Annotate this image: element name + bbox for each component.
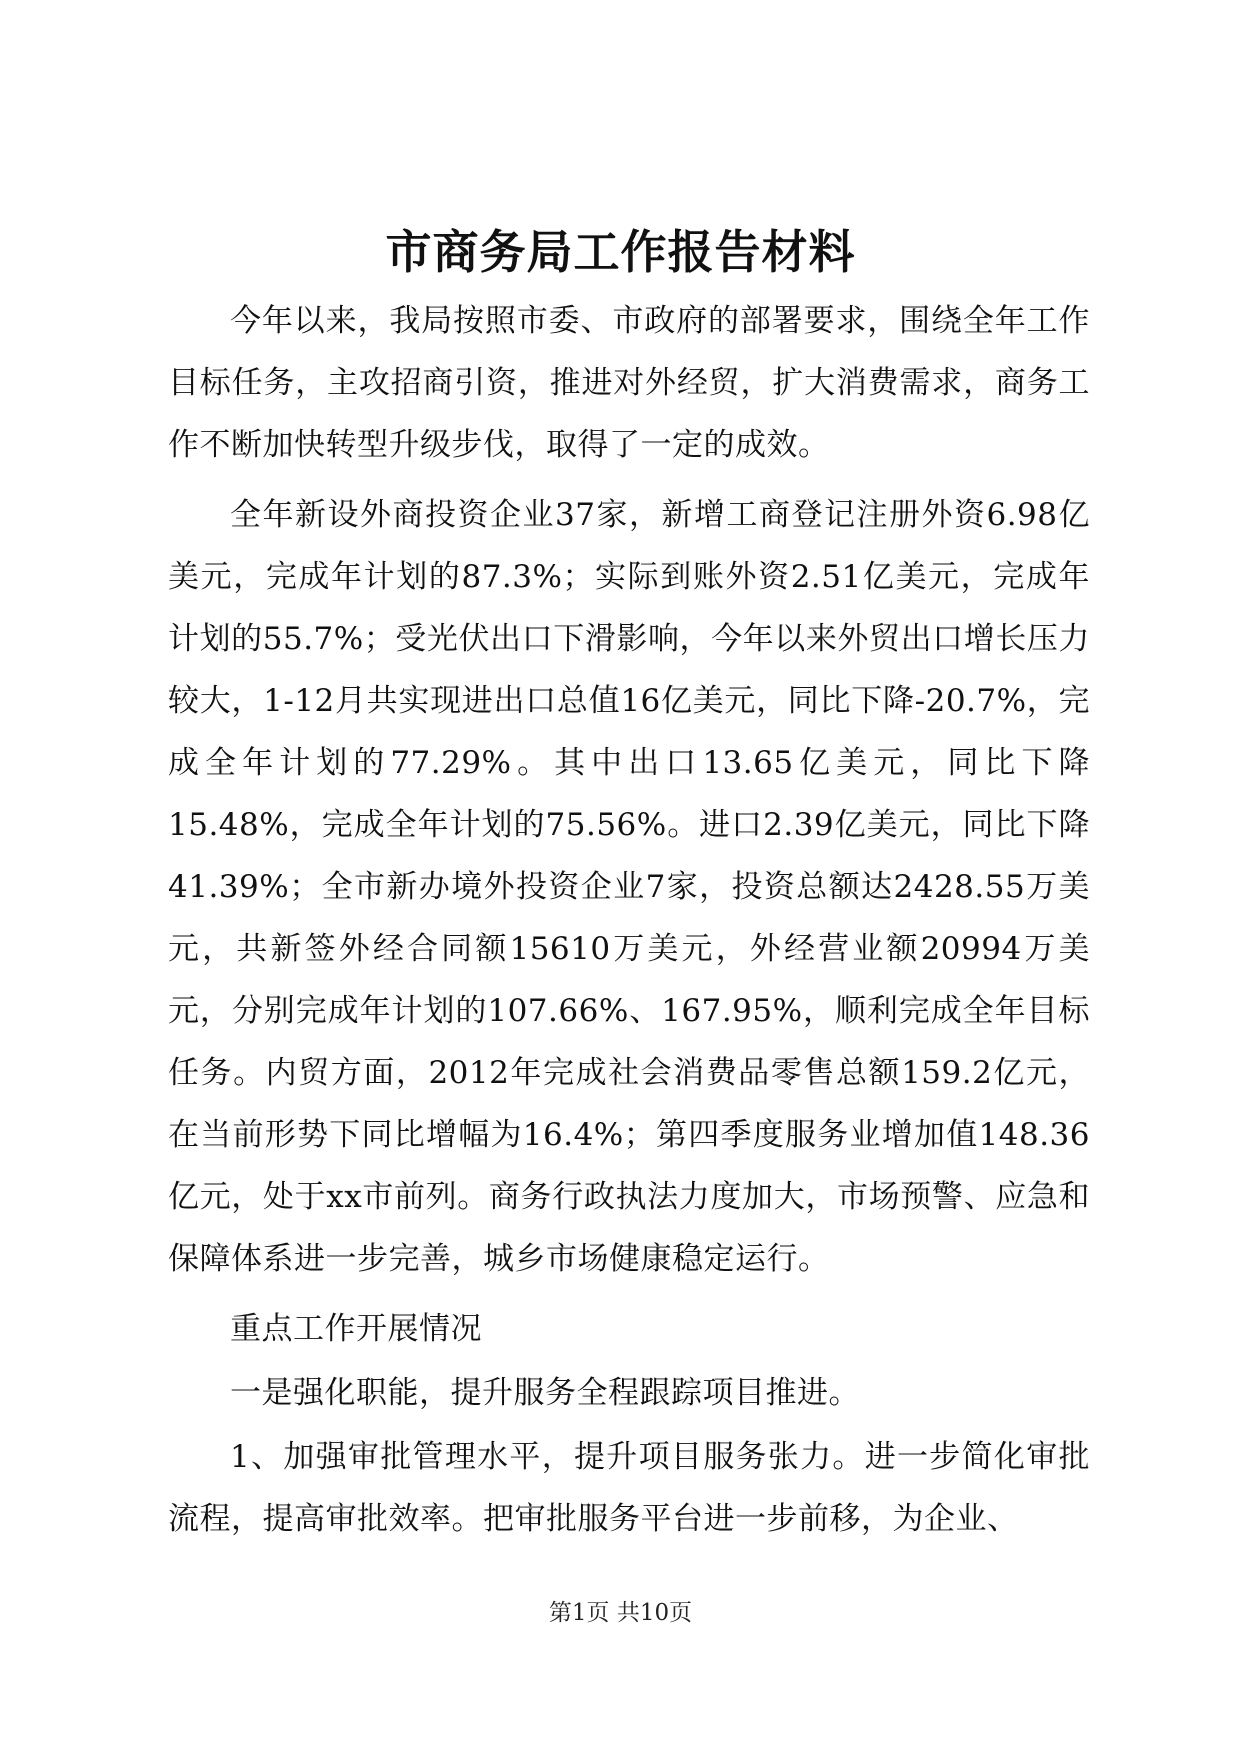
subsection-heading: 一是强化职能，提升服务全程跟踪项目推进。 bbox=[230, 1375, 860, 1411]
paragraph-approval: 1、加强审批管理水平，提升项目服务张力。进一步简化审批流程，提高审批效率。把审批服务平台进一步前移，为企业、 bbox=[168, 1439, 1090, 1537]
paragraph-intro: 今年以来，我局按照市委、市政府的部署要求，围绕全年工作目标任务，主攻招商引资，推进对外经贸，扩大消费需求，商务工作不断加快转型升级步伐，取得了一定的成效。 bbox=[168, 303, 1090, 463]
document-body bbox=[168, 290, 1090, 1558]
section-heading: 重点工作开展情况 bbox=[230, 1311, 482, 1347]
paragraph-statistics: 全年新设外商投资企业37家，新增工商登记注册外资6.98亿美元，完成年计划的87.3%；实际到账外资2.51亿美元，完成年计划的55.7%；受光伏出口下滑影响，今年以来外贸出口增长压力较大，1-12月共实现进出口总值16亿美元，同比下降-20.7%，完成全年计划的77.29%。其中出口13.65亿美元，同比下降15.48%，完成全年计划的75.56%。进口2.39亿美元，同比下降41.39%；全市新办境外投资企业7家，投资总额达2428.55万美元，共新签外经合同额15610万美元，外经营业额20994万美元，分别完成年计划的107.66%、167.95%，顺利完成全年目标任务。内贸方面，2012年完成社会消费品零售总额159.2亿元，在当前形势下同比增幅为16.4%；第四季度服务业增加值148.36亿元，处于xx市前列。商务行政执法力度加大，市场预警、应急和保障体系进一步完善，城乡市场健康稳定运行。 bbox=[168, 497, 1090, 1277]
page-footer: 第1页 共10页 bbox=[548, 1600, 693, 1626]
document-title: 市商务局工作报告材料 bbox=[385, 225, 856, 279]
